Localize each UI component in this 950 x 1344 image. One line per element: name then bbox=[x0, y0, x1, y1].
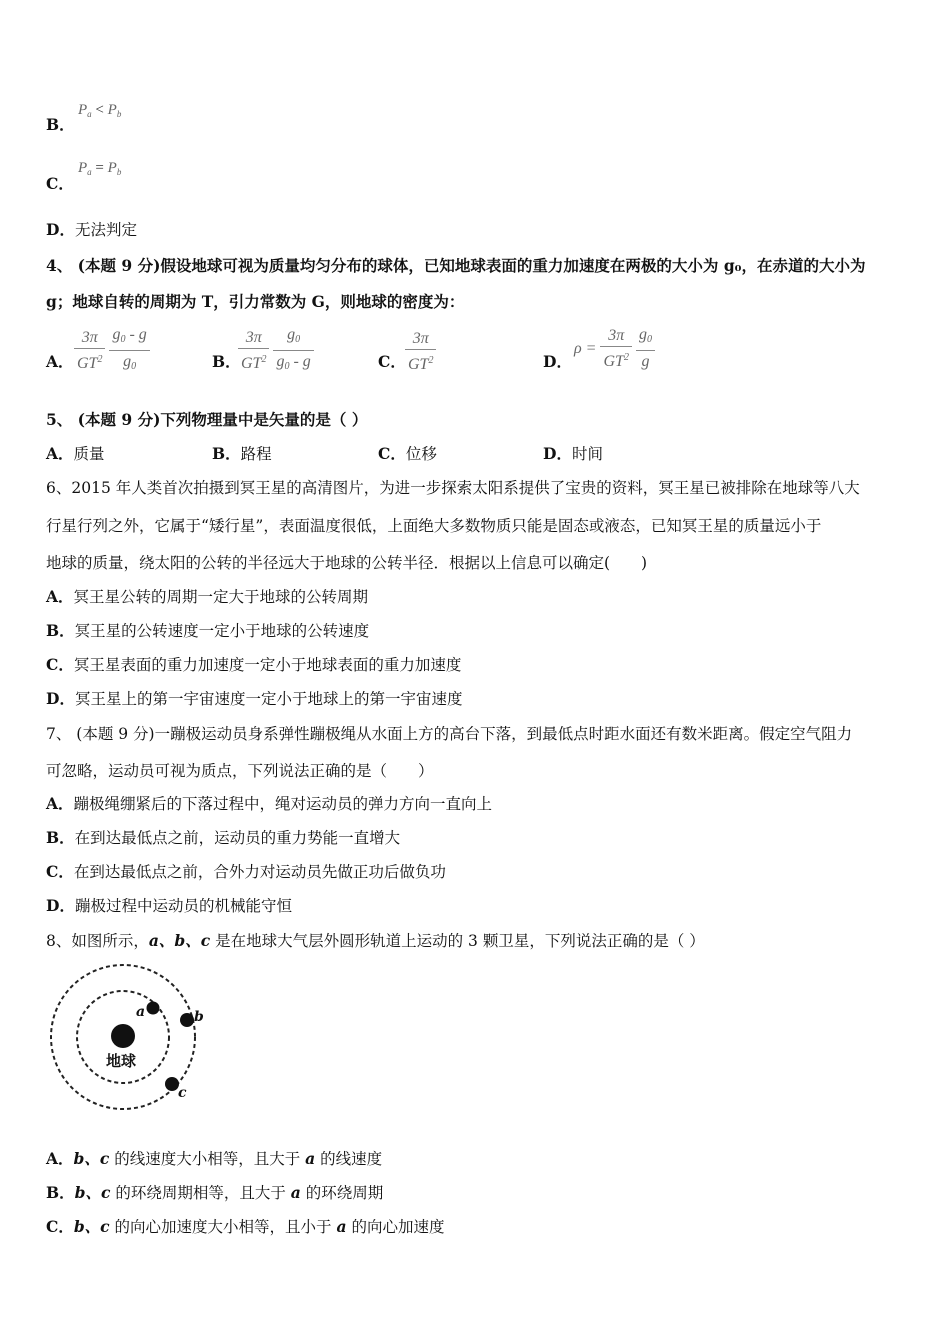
satellite-b bbox=[180, 1013, 194, 1027]
q3-option-c[interactable] bbox=[46, 174, 74, 194]
q7-option-c[interactable] bbox=[46, 862, 446, 882]
q7-option-b[interactable] bbox=[46, 828, 400, 848]
option-var: a bbox=[336, 1217, 347, 1236]
q5-option-a[interactable] bbox=[46, 444, 105, 464]
option-text-tail: 的环绕周期 bbox=[300, 1184, 384, 1202]
q5-option-c[interactable] bbox=[378, 444, 437, 464]
option-text: 位移 bbox=[405, 445, 437, 463]
q3-option-b-formula: $P_a < P_b$ bbox=[78, 102, 122, 119]
option-text: 冥王星公转的周期一定大于地球的公转周期 bbox=[73, 588, 369, 606]
q5-option-b[interactable] bbox=[212, 444, 272, 464]
q5-stem: 5、 (本题 9 分)下列物理量中是矢量的是（ ） bbox=[46, 410, 368, 429]
satellite-c bbox=[165, 1077, 179, 1091]
q8-stem-suffix: 是在地球大气层外圆形轨道上运动的 3 颗卫星，下列说法正确的是（ ） bbox=[210, 932, 705, 950]
option-label: B． bbox=[46, 115, 75, 134]
q8-option-b[interactable] bbox=[46, 1183, 383, 1203]
option-label: D． bbox=[543, 444, 572, 463]
option-text: 的环绕周期相等，且大于 bbox=[110, 1184, 291, 1202]
satellite-c-label: c bbox=[178, 1085, 187, 1101]
option-text-tail: 的线速度 bbox=[315, 1150, 383, 1168]
option-label: C． bbox=[46, 862, 74, 881]
option-label: D． bbox=[46, 220, 75, 239]
q8-stem-satellites: a、b、c bbox=[148, 931, 211, 950]
q4-stem-line-1: 4、 (本题 9 分)假设地球可视为质量均匀分布的球体，已知地球表面的重力加速度在两极的大小为 g₀，在赤道的大小为 bbox=[46, 256, 866, 275]
option-label: B． bbox=[46, 828, 75, 847]
option-label: C． bbox=[46, 655, 74, 674]
option-text: 无法判定 bbox=[74, 221, 137, 239]
option-text: 的向心加速度大小相等，且小于 bbox=[109, 1218, 337, 1236]
option-var: a bbox=[290, 1183, 301, 1202]
option-label: C． bbox=[378, 444, 406, 463]
option-text: 蹦极过程中运动员的机械能守恒 bbox=[74, 897, 292, 915]
satellite-b-label: b bbox=[194, 1009, 204, 1025]
option-text: 质量 bbox=[73, 445, 105, 463]
option-var: a bbox=[305, 1149, 316, 1168]
q4-option-c-formula: $\frac{3\pi}{GT^2}$ bbox=[405, 329, 436, 376]
q6-stem-line-3: 地球的质量，绕太阳的公转的半径远大于地球的公转半径．根据以上信息可以确定( ) bbox=[46, 554, 648, 572]
option-text: 冥王星表面的重力加速度一定小于地球表面的重力加速度 bbox=[73, 656, 462, 674]
option-text: 蹦极绳绷紧后的下落过程中，绳对运动员的弹力方向一直向上 bbox=[73, 795, 493, 813]
option-text: 时间 bbox=[571, 445, 603, 463]
q6-option-b[interactable] bbox=[46, 621, 369, 641]
option-label: C． bbox=[46, 174, 74, 193]
option-label: B． bbox=[212, 444, 241, 463]
satellite-a bbox=[147, 1002, 160, 1015]
earth bbox=[111, 1024, 135, 1048]
q6-stem-line-1: 6、2015 年人类首次拍摄到冥王星的高清图片，为进一步探索太阳系提供了宝贵的资料，冥王星已被排除在地球等八大 bbox=[46, 479, 860, 497]
q7-stem-line-1: 7、 (本题 9 分)一蹦极运动员身系弹性蹦极绳从水面上方的高台下落，到最低点时距水面还有数米距离。假定空气阻力 bbox=[46, 725, 853, 743]
option-label: B． bbox=[46, 621, 75, 640]
q3-option-d[interactable] bbox=[46, 220, 137, 240]
option-label: A． bbox=[46, 444, 74, 463]
option-text: 冥王星的公转速度一定小于地球的公转速度 bbox=[74, 622, 370, 640]
q7-option-a[interactable] bbox=[46, 794, 492, 814]
q4-option-a-label[interactable]: A． bbox=[46, 352, 74, 371]
q4-option-b-formula: $\frac{3\pi}{GT^2}$ $\frac{g_0}{g_0 - g}$ bbox=[238, 325, 314, 378]
option-label: C． bbox=[46, 1217, 74, 1236]
q6-option-a[interactable] bbox=[46, 587, 368, 607]
q4-option-d-label[interactable]: D． bbox=[543, 352, 572, 371]
option-subject: b、c bbox=[73, 1149, 110, 1168]
option-label: D． bbox=[46, 689, 75, 708]
option-label: D． bbox=[46, 896, 75, 915]
q6-stem-line-2: 行星行列之外，它属于“矮行星”，表面温度很低，上面绝大多数物质只能是固态或液态，已知冥王星的质量远小于 bbox=[46, 517, 822, 535]
q8-option-c[interactable] bbox=[46, 1217, 444, 1237]
q5-option-d[interactable] bbox=[543, 444, 603, 464]
q4-option-d-formula: ρ = $\frac{3\pi}{GT^2}$ $\frac{g_0}{g}$ bbox=[574, 325, 655, 373]
q6-option-d[interactable] bbox=[46, 689, 462, 709]
option-text: 在到达最低点之前，合外力对运动员先做正功后做负功 bbox=[73, 863, 446, 881]
q4-option-c-label[interactable]: C． bbox=[378, 352, 406, 371]
option-subject: b、c bbox=[73, 1217, 110, 1236]
q8-option-a[interactable] bbox=[46, 1149, 382, 1169]
q4-option-b-label[interactable]: B． bbox=[212, 352, 241, 371]
q4-stem-line-2: g；地球自转的周期为 T，引力常数为 G，则地球的密度为： bbox=[46, 292, 465, 311]
option-label: A． bbox=[46, 587, 74, 606]
orbit-diagram bbox=[46, 960, 221, 1115]
q7-option-d[interactable] bbox=[46, 896, 292, 916]
earth-label: 地球 bbox=[106, 1052, 137, 1070]
q6-option-c[interactable] bbox=[46, 655, 461, 675]
q7-stem-line-2: 可忽略，运动员可视为质点，下列说法正确的是（ ） bbox=[46, 762, 434, 780]
option-label: A． bbox=[46, 794, 74, 813]
option-text: 路程 bbox=[240, 445, 272, 463]
satellite-a-label: a bbox=[136, 1004, 146, 1020]
q3-option-b[interactable] bbox=[46, 115, 75, 135]
option-text-tail: 的向心加速度 bbox=[346, 1218, 445, 1236]
option-label: B． bbox=[46, 1183, 75, 1202]
q4-option-a-formula: $\frac{3\pi}{GT^2}$ $\frac{g_0 - g}{g_0}$ bbox=[74, 325, 150, 378]
option-text: 在到达最低点之前，运动员的重力势能一直增大 bbox=[74, 829, 401, 847]
q8-stem bbox=[46, 931, 705, 951]
option-label: A． bbox=[46, 1149, 74, 1168]
option-subject: b、c bbox=[74, 1183, 111, 1202]
q3-option-c-formula: $P_a = P_b$ bbox=[78, 160, 122, 177]
q8-stem-prefix: 8、如图所示， bbox=[46, 932, 149, 950]
option-text: 的线速度大小相等，且大于 bbox=[109, 1150, 306, 1168]
option-text: 冥王星上的第一宇宙速度一定小于地球上的第一宇宙速度 bbox=[74, 690, 463, 708]
